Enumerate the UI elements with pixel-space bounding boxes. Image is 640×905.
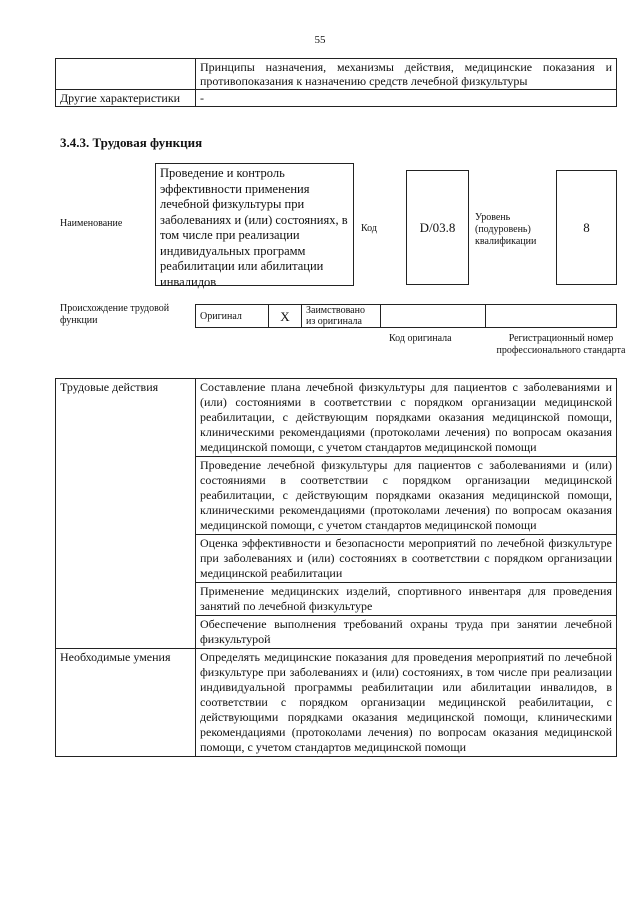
labor-function-table <box>55 378 617 757</box>
table-row <box>56 379 617 457</box>
table-row <box>56 649 617 757</box>
level-label: Уровень (подуровень) квалификации <box>475 212 537 247</box>
row-label <box>56 59 196 90</box>
registration-number-cell <box>486 305 617 328</box>
skill-item: Определять медицинские показания для проведения мероприятий по лечебной физкультуре при заболеваниях и (или) состояниях, в том числе при реализации индивидуальной программы реабилитации или абилитации инвалидов, в соответствии с порядком организации медицинской реабилитации, с действующими порядками оказания медицинской помощи, клиническими рекомендациями (протоколами лечения) по вопросам оказания медицинской помощи, с учетом стандартов медицинской помощи <box>196 649 617 757</box>
labor-action: Применение медицинских изделий, спортивного инвентаря для проведения занятий по лечебной физкультуре <box>196 583 617 616</box>
registration-caption: Регистрационный номер профессионального стандарта <box>496 333 626 356</box>
table-row <box>196 305 617 328</box>
labor-action: Обеспечение выполнения требований охраны труда при занятии лечебной физкультурой <box>196 616 617 649</box>
characteristics-table <box>55 58 617 107</box>
page-number: 55 <box>314 34 326 46</box>
labor-action: Оценка эффективности и безопасности мероприятий по лечебной физкультуре при заболеваниях и (или) состояниях в соответствии с порядком организации медицинской реабилитации <box>196 535 617 583</box>
labor-actions-label: Трудовые действия <box>56 379 196 649</box>
origin-table <box>195 304 617 328</box>
original-label: Оригинал <box>196 305 269 328</box>
skills-label: Необходимые умения <box>56 649 196 757</box>
original-code-cell <box>381 305 486 328</box>
labor-action: Составление плана лечебной физкультуры для пациентов с заболеваниями и (или) состояниями в соответствии с порядком организации медицинской реабилитации, с действующим порядками оказания медицинской помощи, клиническими рекомендациями (протоколами лечения) по вопросам оказания медицинской помощи, с учетом стандартов медицинской помощи <box>196 379 617 457</box>
function-code: D/03.8 <box>406 170 469 285</box>
other-characteristics-label: Другие характеристики <box>56 90 196 107</box>
labor-action: Проведение лечебной физкультуры для пациентов с заболеваниями и (или) состояниями в соответствии с порядком организации медицинской реабилитации, с действующим порядками оказания медицинской помощи, клиническими рекомендациями (протоколами лечения) по вопросам оказания медицинской помощи, с учетом стандартов медицинской помощи <box>196 457 617 535</box>
name-label: Наименование <box>60 218 123 229</box>
principles-text: Принципы назначения, механизмы действия, медицинские показания и противопоказания к назначению средств лечебной физкультуры <box>196 59 617 90</box>
original-mark: X <box>269 305 302 328</box>
code-label: Код <box>361 223 377 234</box>
code-caption: Код оригинала <box>389 333 452 344</box>
function-name: Проведение и контроль эффективности применения лечебной физкультуры при заболеваниях и (или) состояниях, в том числе при реализации индивидуальных программ реабилитации или абилитации инвалидов <box>155 163 354 286</box>
section-title: 3.4.3. Трудовая функция <box>60 135 203 150</box>
qualification-level: 8 <box>556 170 617 285</box>
other-characteristics-value: - <box>196 90 617 107</box>
table-row <box>56 90 617 107</box>
table-row <box>56 59 617 90</box>
origin-label: Происхождение трудовой функции <box>60 303 170 326</box>
borrowed-label: Заимствовано из оригинала <box>302 305 381 328</box>
